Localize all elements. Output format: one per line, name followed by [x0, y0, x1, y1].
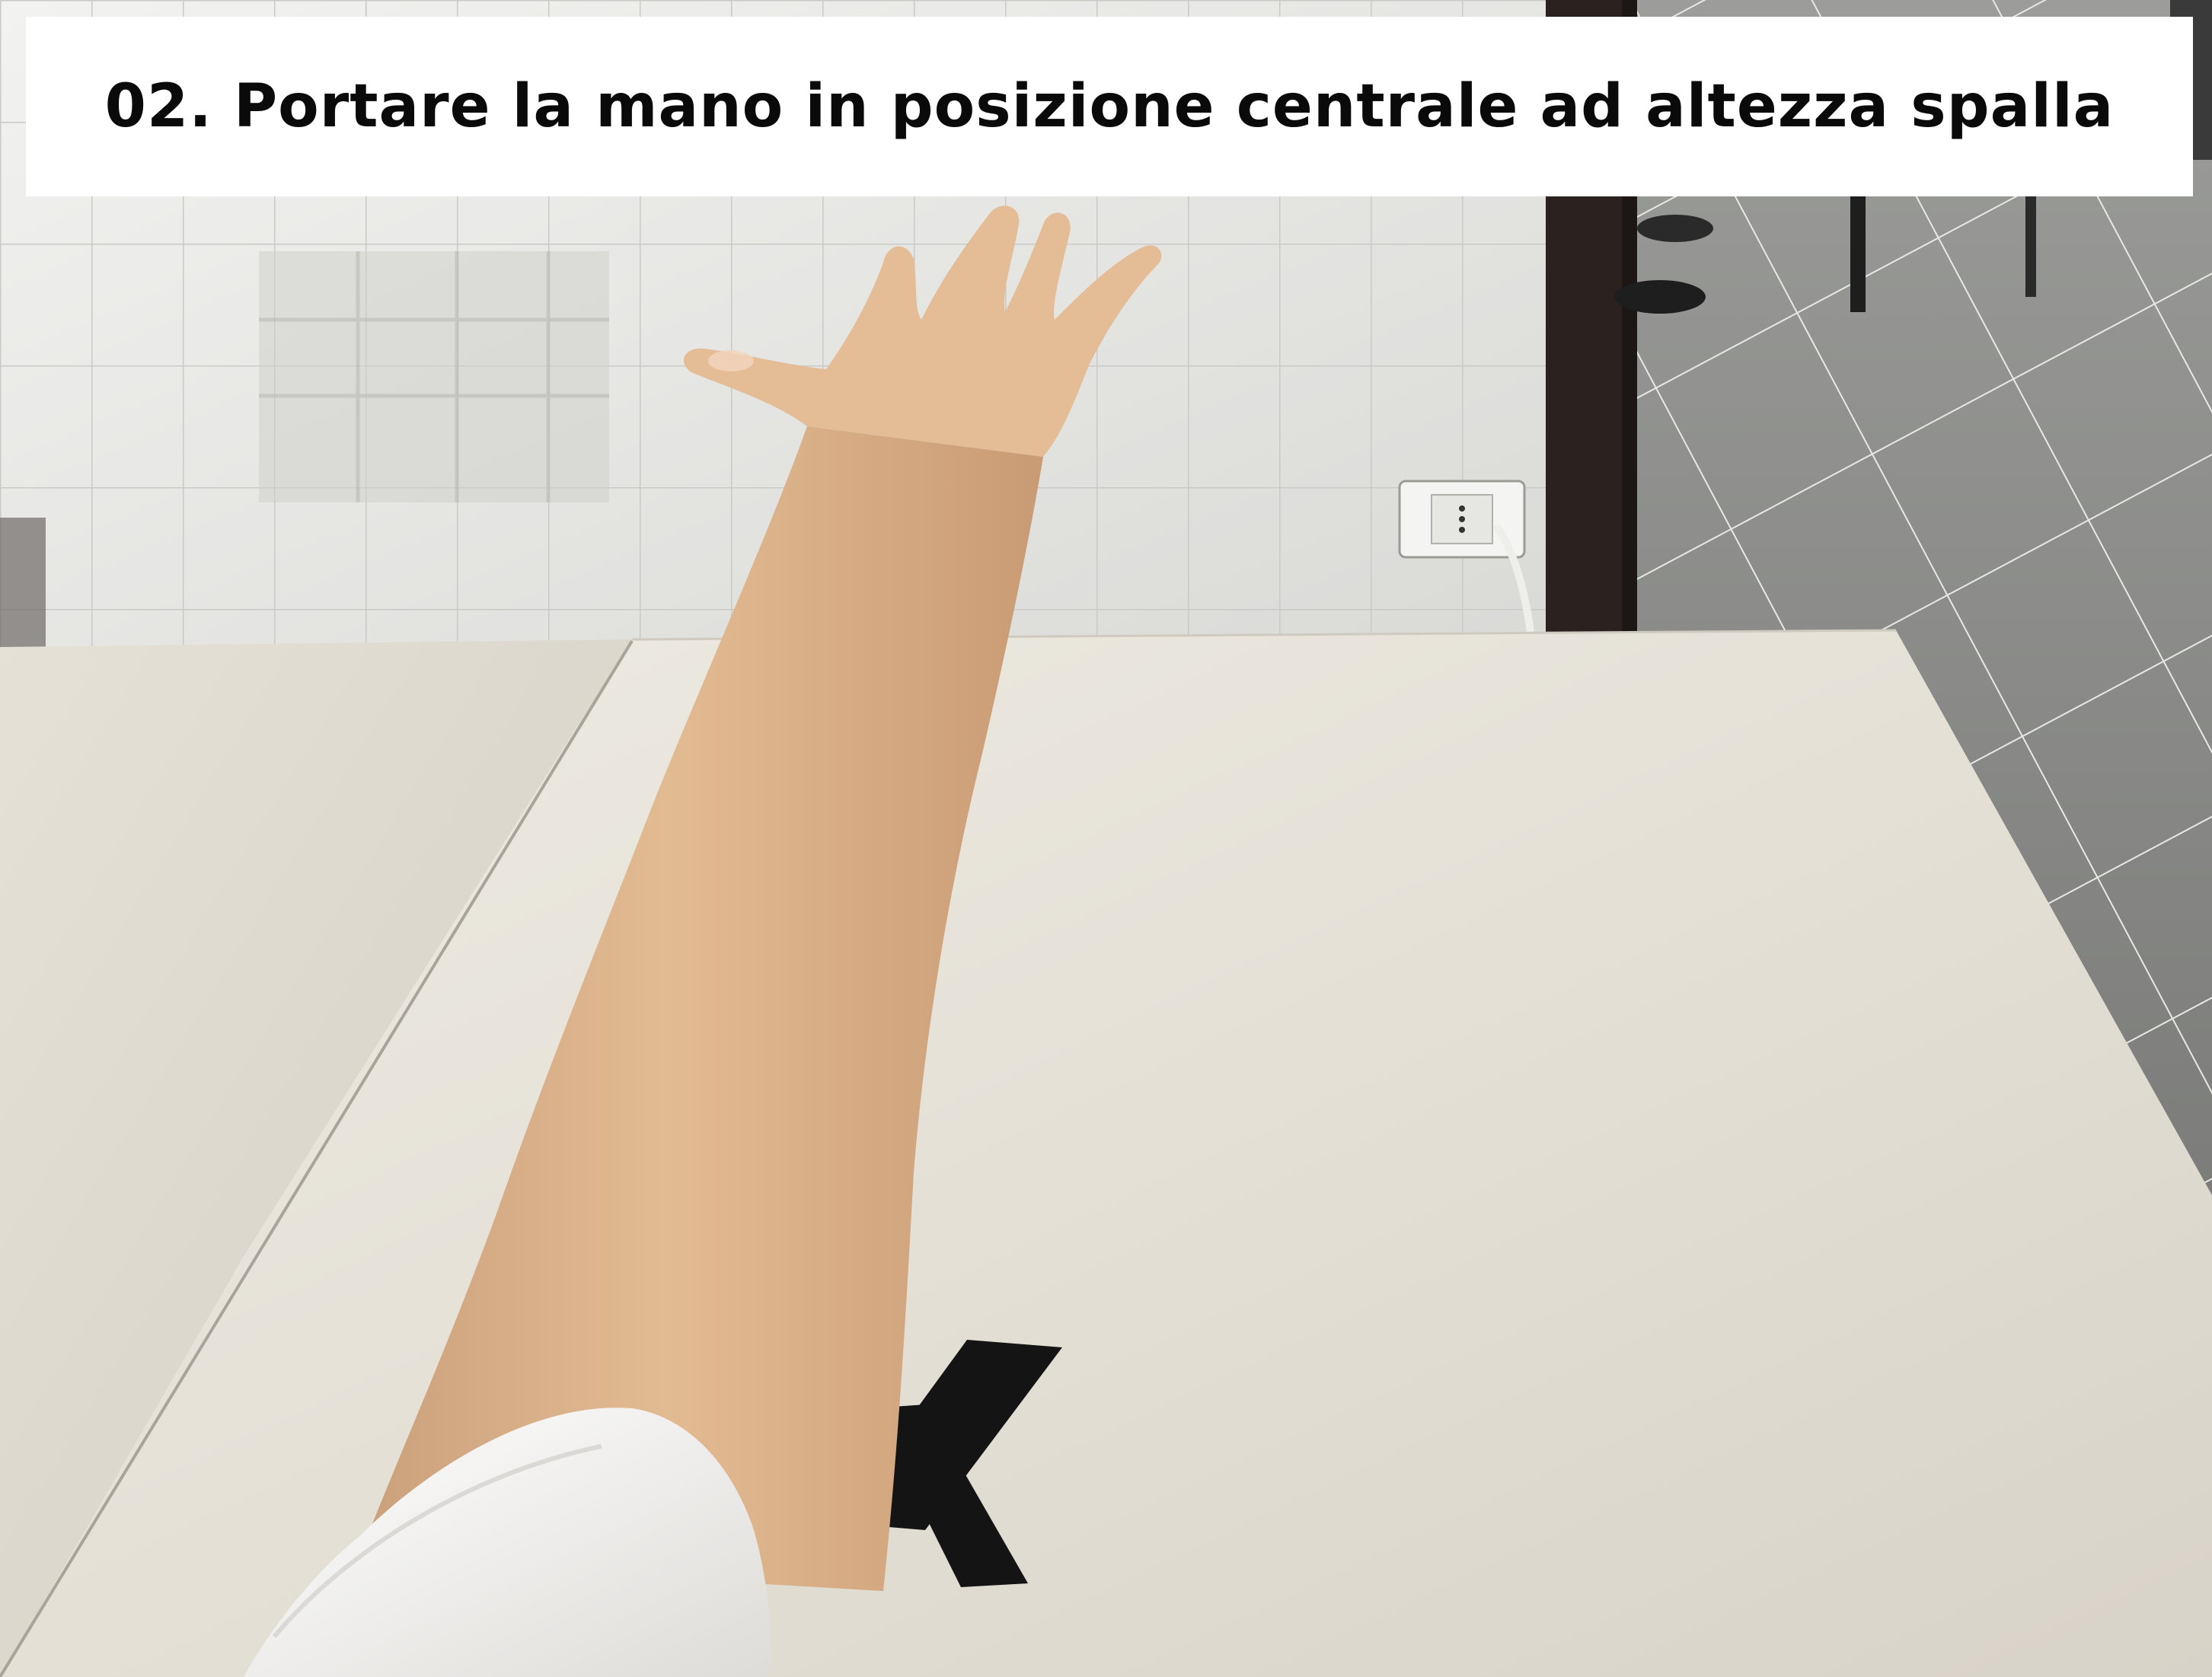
- caption-text: 02. Portare la mano in posizione centrale ad altezza spalla: [104, 72, 2115, 141]
- window-reflection: [259, 251, 609, 502]
- caption-banner: [26, 17, 2193, 196]
